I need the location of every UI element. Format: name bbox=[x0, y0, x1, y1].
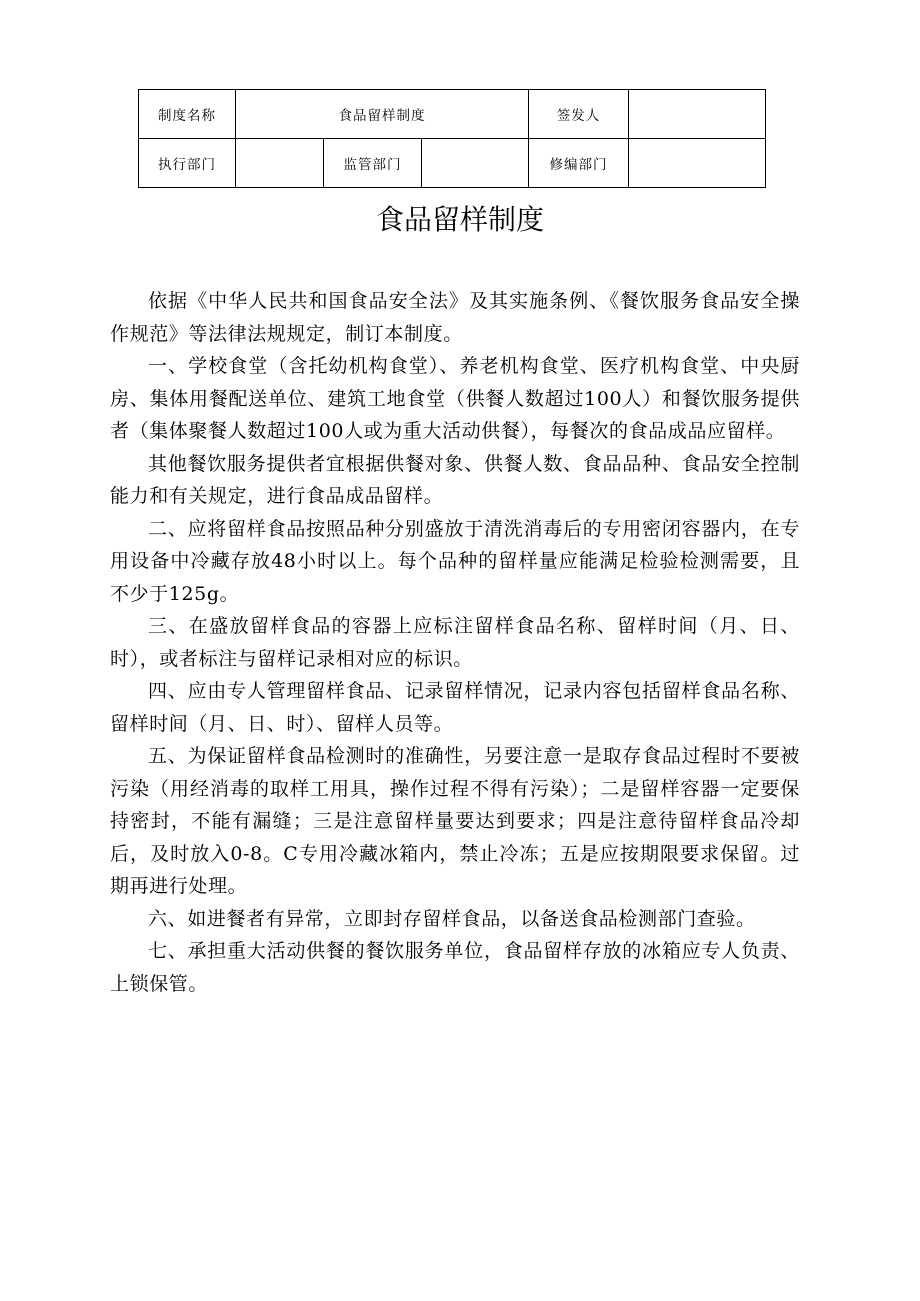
signer-value bbox=[629, 90, 766, 139]
exec-dept-label: 执行部门 bbox=[139, 139, 236, 188]
header-row-1 bbox=[139, 90, 766, 139]
supervise-dept-value bbox=[422, 139, 529, 188]
paragraph-clause-3: 三、在盛放留样食品的容器上应标注留样食品名称、留样时间（月、日、时），或者标注与留样记录相对应的标识。 bbox=[110, 615, 800, 670]
edit-dept-label: 修编部门 bbox=[529, 139, 629, 188]
policy-name-value: 食品留样制度 bbox=[236, 90, 529, 139]
document-header-table bbox=[138, 89, 766, 188]
header-row-2 bbox=[139, 139, 766, 188]
paragraph-clause-4: 四、应由专人管理留样食品、记录留样情况，记录内容包括留样食品名称、留样时间（月、日、时）、留样人员等。 bbox=[110, 680, 800, 735]
exec-dept-value bbox=[236, 139, 324, 188]
edit-dept-value bbox=[629, 139, 766, 188]
paragraph-clause-6: 六、如进餐者有异常，立即封存留样食品，以备送食品检测部门查验。 bbox=[148, 907, 756, 930]
paragraph-clause-1: 一、学校食堂（含托幼机构食堂）、养老机构食堂、医疗机构食堂、中央厨房、集体用餐配送单位、建筑工地食堂（供餐人数超过100人）和餐饮服务提供者（集体聚餐人数超过100人或为重大活动供餐），每餐次的食品成品应留样。 bbox=[110, 355, 800, 442]
paragraph-clause-5: 五、为保证留样食品检测时的准确性，另要注意一是取存食品过程时不要被污染（用经消毒的取样工用具，操作过程不得有污染）；二是留样容器一定要保持密封，不能有漏缝；三是注意留样量要达到要求；四是注意待留样食品冷却后，及时放入0-8。C专用冷藏冰箱内，禁止冷冻；五是应按期限要求保留。过期再进行处理。 bbox=[110, 745, 800, 897]
paragraph-intro: 依据《中华人民共和国食品安全法》及其实施条例、《餐饮服务食品安全操作规范》等法律法规规定，制订本制度。 bbox=[110, 290, 800, 345]
supervise-dept-label: 监管部门 bbox=[324, 139, 422, 188]
paragraph-clause-1-supplement: 其他餐饮服务提供者宜根据供餐对象、供餐人数、食品品种、食品安全控制能力和有关规定，进行食品成品留样。 bbox=[110, 452, 800, 507]
document-body bbox=[110, 285, 800, 1000]
paragraph-clause-2: 二、应将留样食品按照品种分别盛放于清洗消毒后的专用密闭容器内，在专用设备中冷藏存放48小时以上。每个品种的留样量应能满足检验检测需要，且不少于125g。 bbox=[110, 517, 800, 605]
policy-name-label: 制度名称 bbox=[139, 90, 236, 139]
document-title: 食品留样制度 bbox=[375, 203, 544, 236]
signer-label: 签发人 bbox=[529, 90, 629, 139]
paragraph-clause-7: 七、承担重大活动供餐的餐饮服务单位，食品留样存放的冰箱应专人负责、上锁保管。 bbox=[110, 940, 800, 995]
